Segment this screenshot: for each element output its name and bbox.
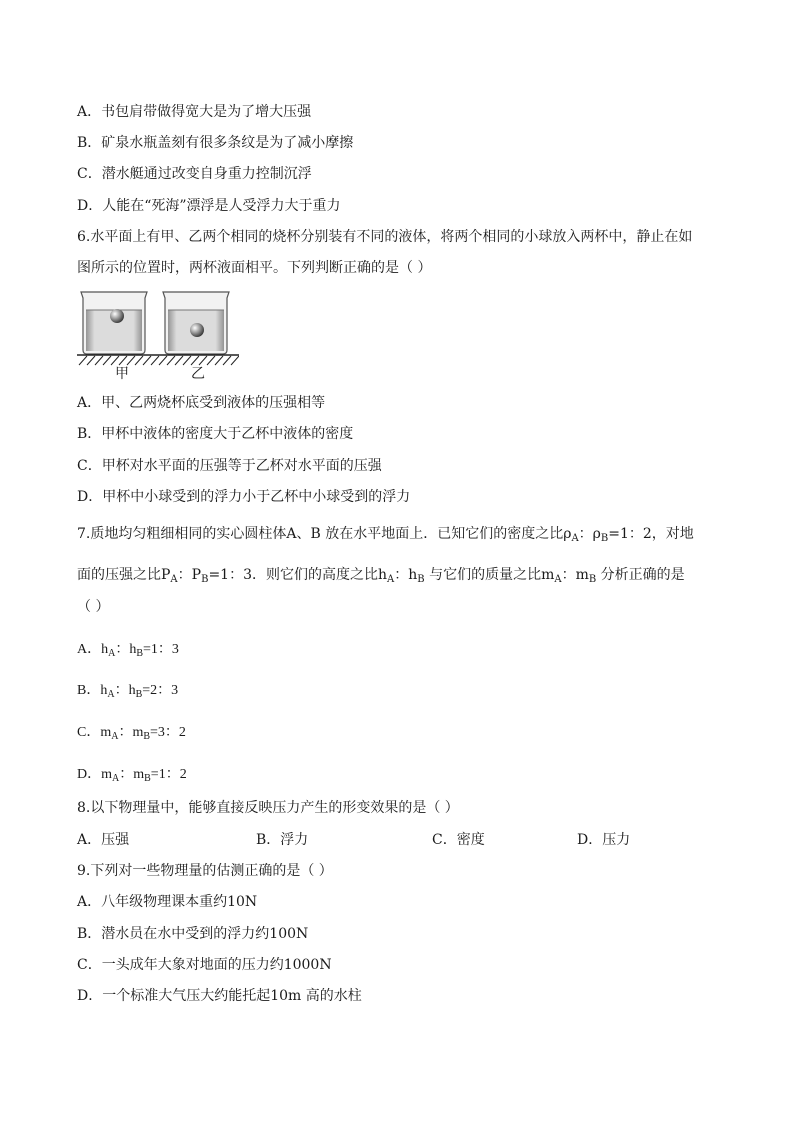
q9-option-d: D．一个标准大气压大约能托起10m 高的水柱 xyxy=(77,988,362,1004)
q7-line2-g: 分析正确的是 xyxy=(596,567,685,583)
q7-line2-e: 与它们的质量之比m xyxy=(424,567,555,583)
sub-a: A xyxy=(111,731,119,742)
sub-b: B xyxy=(201,574,209,585)
q7-opt-a-post: =1：3 xyxy=(143,642,179,657)
q8-option-a: A．压强 xyxy=(77,832,130,848)
q7-line2-d: ：h xyxy=(394,567,418,583)
q6-option-a: A．甲、乙两烧杯底受到液体的压强相等 xyxy=(77,395,326,411)
q7-option-c xyxy=(77,724,186,746)
q5-option-b: B．矿泉水瓶盖刻有很多条纹是为了减小摩擦 xyxy=(77,135,354,151)
q5-option-c: C．潜水艇通过改变自身重力控制沉浮 xyxy=(77,166,312,182)
q7-option-b xyxy=(77,682,178,704)
q7-line2-b: ：P xyxy=(177,567,202,583)
beakers-diagram xyxy=(77,288,239,368)
q9-option-b: B．潜水员在水中受到的浮力约100N xyxy=(77,926,309,942)
sub-a: A xyxy=(108,648,116,659)
sub-b: B xyxy=(144,773,151,784)
q7-stem-line3: （ ） xyxy=(77,599,110,615)
q6-option-d: D．甲杯中小球受到的浮力小于乙杯中小球受到的浮力 xyxy=(77,489,411,505)
q7-option-a xyxy=(77,641,179,663)
beaker-yi xyxy=(163,292,229,354)
q7-opt-d-mid: ：m xyxy=(119,767,145,782)
q7-opt-a-mid: ：h xyxy=(115,642,137,657)
ball-jia xyxy=(110,309,124,323)
q5-option-d: D．人能在“死海”漂浮是人受浮力大于重力 xyxy=(77,198,341,214)
q7-opt-c-mid: ：m xyxy=(118,725,144,740)
q8-option-d: D．压力 xyxy=(577,832,631,848)
beakers-figure xyxy=(77,288,239,384)
q5-option-a: A．书包肩带做得宽大是为了增大压强 xyxy=(77,104,312,120)
q7-line2-a: 面的压强之比P xyxy=(77,567,171,583)
q7-opt-d-pre: D．m xyxy=(77,767,112,782)
sub-b: B xyxy=(143,731,151,742)
beaker-jia xyxy=(81,292,147,354)
q7-option-d xyxy=(77,766,187,788)
q7-opt-c-post: =3：2 xyxy=(150,725,186,740)
label-jia: 甲 xyxy=(115,366,129,382)
q6-stem-line2: 图所示的位置时，两杯液面相平。下列判断正确的是（ ） xyxy=(77,260,432,276)
ground xyxy=(77,355,239,365)
ball-yi xyxy=(190,323,204,337)
q9-stem: 9.下列对一些物理量的估测正确的是（ ） xyxy=(77,863,333,879)
sub-b: B xyxy=(136,648,144,659)
sub-b: B xyxy=(417,574,425,585)
q7-opt-c-pre: C．m xyxy=(77,725,112,740)
q9-option-c: C．一头成年大象对地面的压力约1000N xyxy=(77,957,332,973)
q7-stem-line1 xyxy=(77,525,694,548)
sub-b: B xyxy=(135,689,143,700)
q6-option-b: B．甲杯中液体的密度大于乙杯中液体的密度 xyxy=(77,426,354,442)
q7-stem-b: =1：2，对地 xyxy=(608,526,694,542)
q7-opt-b-mid: ：h xyxy=(114,683,136,698)
q6-stem-line1: 6.水平面上有甲、乙两个相同的烧杯分别装有不同的液体，将两个相同的小球放入两杯中，静止在如 xyxy=(77,229,693,245)
q7-colon: ：ρ xyxy=(578,526,601,542)
sub-a: A xyxy=(107,689,115,700)
sub-a: A xyxy=(112,773,120,784)
q8-option-b: B．浮力 xyxy=(256,832,309,848)
q7-line2-c: =1：3．则它们的高度之比h xyxy=(208,567,387,583)
sub-b: B xyxy=(588,574,597,585)
sub-a: A xyxy=(387,574,395,585)
q9-option-a: A．八年级物理课本重约10N xyxy=(77,894,258,910)
q6-option-c: C．甲杯对水平面的压强等于乙杯对水平面的压强 xyxy=(77,458,382,474)
q7-line2-f: ：m xyxy=(561,567,589,583)
q7-stem-a: 7.质地均匀粗细相同的实心圆柱体A、B 放在水平地面上．已知它们的密度之比ρ xyxy=(77,526,572,542)
sub-a: A xyxy=(170,574,178,585)
q7-opt-b-post: =2：3 xyxy=(142,683,179,698)
sub-a: A xyxy=(571,533,579,544)
q8-option-c: C．密度 xyxy=(432,832,485,848)
label-yi: 乙 xyxy=(191,366,205,382)
q7-opt-b-pre: B．h xyxy=(77,683,108,698)
q8-stem: 8.以下物理量中，能够直接反映压力产生的形变效果的是（ ） xyxy=(77,800,459,816)
q7-stem-line2 xyxy=(77,566,685,589)
q7-opt-d-post: =1：2 xyxy=(150,767,187,782)
sub-b: B xyxy=(600,533,609,544)
q7-opt-a-pre: A．h xyxy=(77,642,109,657)
sub-a: A xyxy=(554,574,562,585)
